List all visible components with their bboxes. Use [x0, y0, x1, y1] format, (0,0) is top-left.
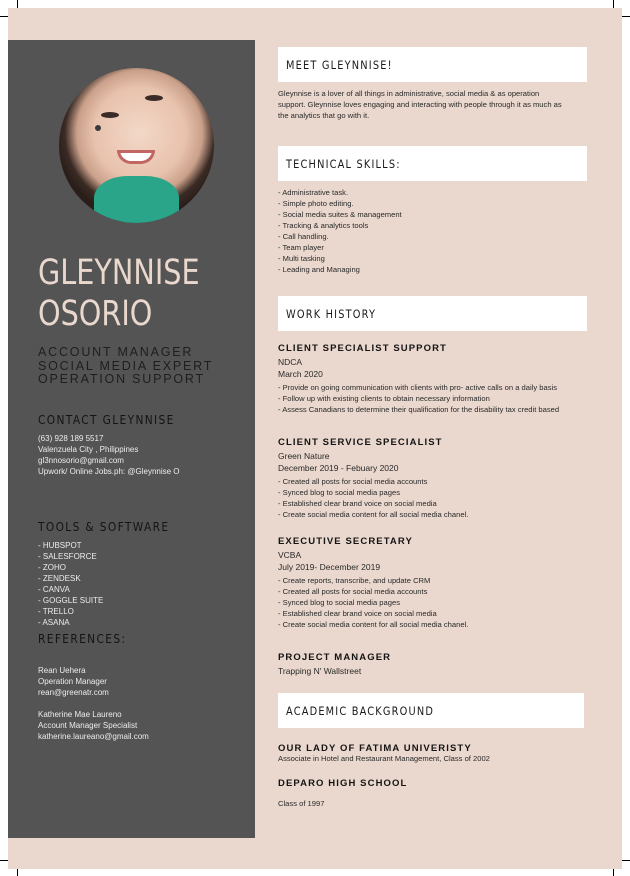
job-meta [278, 550, 380, 573]
skill-item: - Multi tasking [278, 254, 325, 263]
about-line: support. Gleynnise loves engaging and interacting with people through it as much as [278, 100, 562, 109]
duty-item: - Assess Canadians to determine their qualification for the disability tax credit based [278, 405, 560, 414]
education-heading-box [278, 693, 584, 728]
job-dates: March 2020 [278, 368, 323, 379]
location: Valenzuela City , Philippines [38, 445, 139, 454]
skills-list [278, 187, 402, 275]
tool-item: - ASANA [38, 618, 70, 627]
crop-mark-bottom-left-h [0, 860, 8, 861]
about-text [278, 88, 562, 121]
duty-item: - Established clear brand voice on social media [278, 499, 437, 508]
skill-item: - Social media suites & management [278, 210, 402, 219]
school-name: DEPARO HIGH SCHOOL [278, 778, 408, 789]
about-line: Gleynnise is a lover of all things in administrative, social media & as operation [278, 89, 540, 98]
tool-item: - ZENDESK [38, 574, 81, 583]
eye-right [145, 95, 163, 101]
references-heading: REFERENCES: [38, 631, 127, 646]
job-dates: December 2019 - Febuary 2020 [278, 462, 399, 473]
tool-item: - CANVA [38, 585, 70, 594]
job-meta [278, 451, 399, 474]
reference-1 [38, 665, 109, 698]
duty-item: - Synced blog to social media pages [278, 488, 400, 497]
duty-item: - Follow up with existing clients to obtain necessary information [278, 394, 490, 403]
first-name: GLEYNNISE [38, 253, 200, 293]
reference-email[interactable]: rean@greenatr.com [38, 688, 109, 697]
tool-item: - GOGGLE SUITE [38, 596, 104, 605]
tool-item: - HUBSPOT [38, 541, 82, 550]
job-company: NDCA [278, 357, 303, 367]
work-heading: WORK HISTORY [286, 307, 377, 321]
crop-mark-top-left-v [17, 0, 18, 8]
skill-item: - Leading and Managing [278, 265, 360, 274]
contact-heading: CONTACT GLEYNNISE [38, 412, 175, 427]
reference-email[interactable]: katherine.laureano@gmail.com [38, 732, 149, 741]
job-title: CLIENT SERVICE SPECIALIST [278, 437, 443, 448]
duty-item: - Create reports, transcribe, and update CRM [278, 576, 431, 585]
school-detail-line: Class of 1997 [278, 799, 325, 808]
skill-item: - Tracking & analytics tools [278, 221, 369, 230]
job-titles [38, 346, 213, 387]
tools-heading: TOOLS & SOFTWARE [38, 519, 170, 534]
job-title: CLIENT SPECIALIST SUPPORT [278, 343, 447, 354]
eye-left [101, 112, 119, 118]
crop-mark-top-right-h [622, 16, 630, 17]
crop-mark-bottom-right-h [622, 860, 630, 861]
about-heading: MEET GLEYNNISE! [286, 58, 393, 72]
job-duties [278, 382, 559, 415]
job-title-line: OPERATION SUPPORT [38, 372, 205, 387]
crop-mark-top-right-v [613, 0, 614, 8]
job-title: EXECUTIVE SECRETARY [278, 536, 413, 547]
phone: (63) 928 189 5517 [38, 434, 104, 443]
duty-item: - Provide on going communication with clients with pro- active calls on a daily basis [278, 383, 557, 392]
about-line: the analytics that go with it. [278, 111, 370, 120]
crop-mark-bottom-right-v [613, 869, 614, 876]
job-meta [278, 357, 323, 380]
education-heading: ACADEMIC BACKGROUND [286, 704, 435, 718]
school-detail [278, 753, 490, 764]
reference-role: Operation Manager [38, 677, 107, 686]
job-meta [278, 666, 361, 678]
duty-item: - Created all posts for social media accounts [278, 477, 428, 486]
job-duties [278, 476, 468, 520]
tool-item: - TRELLO [38, 607, 74, 616]
job-company: Green Nature [278, 451, 330, 461]
profile-photo [59, 68, 214, 223]
job-title-line: SOCIAL MEDIA EXPERT [38, 358, 214, 373]
skill-item: - Call handling. [278, 232, 329, 241]
about-heading-box [278, 47, 587, 82]
reference-role: Account Manager Specialist [38, 721, 138, 730]
crop-mark-bottom-left-v [17, 869, 18, 876]
job-company: VCBA [278, 550, 302, 560]
tool-item: - ZOHO [38, 563, 66, 572]
reference-name: Katherine Mae Laureno [38, 710, 122, 719]
duty-item: - Created all posts for social media accounts [278, 587, 428, 596]
job-company: Trapping N' Wallstreet [278, 666, 362, 676]
reference-2 [38, 709, 149, 742]
skills-heading: TECHNICAL SKILLS: [286, 157, 401, 171]
job-title-line: ACCOUNT MANAGER [38, 345, 194, 359]
full-name [38, 253, 200, 335]
school-name: OUR LADY OF FATIMA UNIVERISTY [278, 743, 472, 754]
shirt [94, 176, 179, 223]
job-duties [278, 575, 468, 630]
duty-item: - Create social media content for all social media chanel. [278, 510, 469, 519]
tool-item: - SALESFORCE [38, 552, 97, 561]
mole [95, 125, 101, 131]
online-handle: Upwork/ Online Jobs.ph: @Gleynnise O [38, 467, 180, 476]
skill-item: - Simple photo editing. [278, 199, 354, 208]
skill-item: - Administrative task. [278, 188, 349, 197]
skill-item: - Team player [278, 243, 324, 252]
contact-details [38, 433, 180, 477]
work-heading-box [278, 296, 587, 331]
job-dates: July 2019- December 2019 [278, 561, 381, 572]
school-detail [278, 798, 324, 809]
job-title: PROJECT MANAGER [278, 652, 392, 663]
duty-item: - Create social media content for all social media chanel. [278, 620, 469, 629]
duty-item: - Synced blog to social media pages [278, 598, 400, 607]
crop-mark-top-left-h [0, 16, 8, 17]
tools-list [38, 540, 103, 628]
email-link[interactable]: gl3nnosorio@gmail.com [38, 456, 124, 465]
duty-item: - Established clear brand voice on social media [278, 609, 437, 618]
last-name: OSORIO [38, 294, 153, 334]
reference-name: Rean Uehera [38, 666, 86, 675]
skills-heading-box [278, 146, 587, 181]
smile [117, 150, 155, 164]
school-detail-line: Associate in Hotel and Restaurant Management, Class of 2002 [278, 754, 490, 763]
